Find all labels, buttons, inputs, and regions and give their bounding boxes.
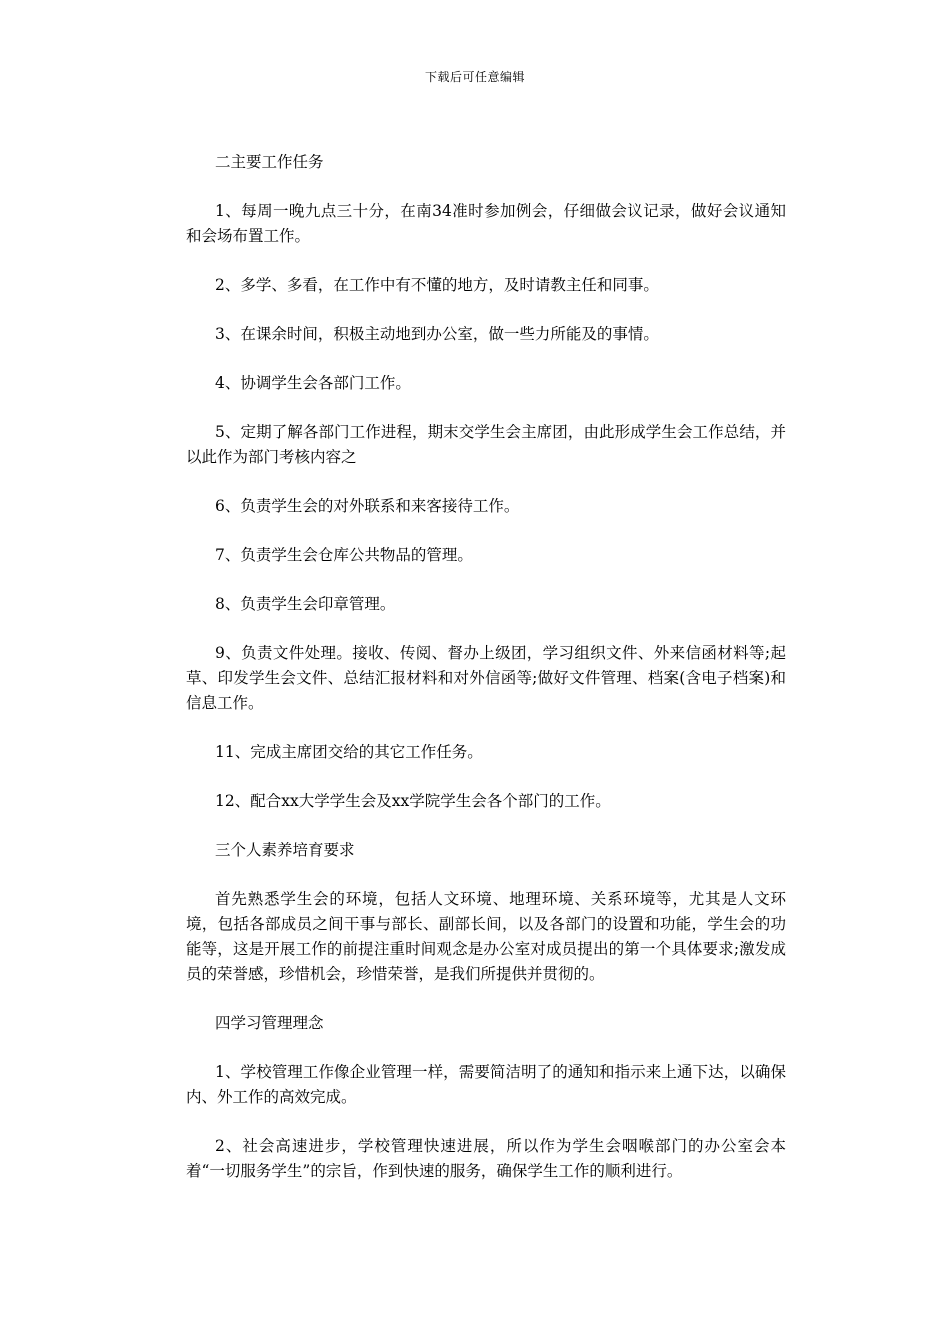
document-body [186,150,786,1208]
task-item-1: 1、每周一晚九点三十分，在南34准时参加例会，仔细做会议记录，做好会议通知和会场布置工作。 [186,202,786,245]
concept-item-2: 2、社会高速进步，学校管理快速进展，所以作为学生会咽喉部门的办公室会本着“一切服务学生”的宗旨，作到快速的服务，确保学生工作的顺利进行。 [186,1137,786,1180]
task-item-2: 2、多学、多看，在工作中有不懂的地方，及时请教主任和同事。 [215,276,659,294]
task-item-3: 3、在课余时间，积极主动地到办公室，做一些力所能及的事情。 [215,325,659,343]
page-header: 下载后可任意编辑 [424,70,525,84]
personal-quality-paragraph: 首先熟悉学生会的环境，包括人文环境、地理环境、关系环境等，尤其是人文环境，包括各部成员之间干事与部长、副部长间，以及各部门的设置和功能，学生会的功能等，这是开展工作的前提注重时间观念是办公室对成员提出的第一个具体要求;激发成员的荣誉感，珍惜机会，珍惜荣誉，是我们所提供并贯彻的。 [186,890,786,983]
task-item-6: 6、负责学生会的对外联系和来客接待工作。 [215,497,520,515]
task-item-4: 4、协调学生会各部门工作。 [215,374,411,392]
section-heading-management-concept: 四学习管理理念 [215,1014,324,1032]
concept-item-1: 1、学校管理工作像企业管理一样，需要简洁明了的通知和指示来上通下达，以确保内、外工作的高效完成。 [186,1063,786,1106]
task-item-12: 12、配合xx大学学生会及xx学院学生会各个部门的工作。 [215,792,611,810]
section-heading-personal-quality: 三个人素养培育要求 [215,841,355,859]
task-item-9: 9、负责文件处理。接收、传阅、督办上级团，学习组织文件、外来信函材料等;起草、印发学生会文件、总结汇报材料和对外信函等;做好文件管理、档案(含电子档案)和信息工作。 [186,644,786,712]
task-item-8: 8、负责学生会印章管理。 [215,595,396,613]
task-item-11: 11、完成主席团交给的其它工作任务。 [215,743,483,761]
section-heading-main-tasks: 二主要工作任务 [215,153,324,171]
task-item-5: 5、定期了解各部门工作进程，期末交学生会主席团，由此形成学生会工作总结，并以此作为部门考核内容之 [186,423,786,466]
task-item-7: 7、负责学生会仓库公共物品的管理。 [215,546,473,564]
